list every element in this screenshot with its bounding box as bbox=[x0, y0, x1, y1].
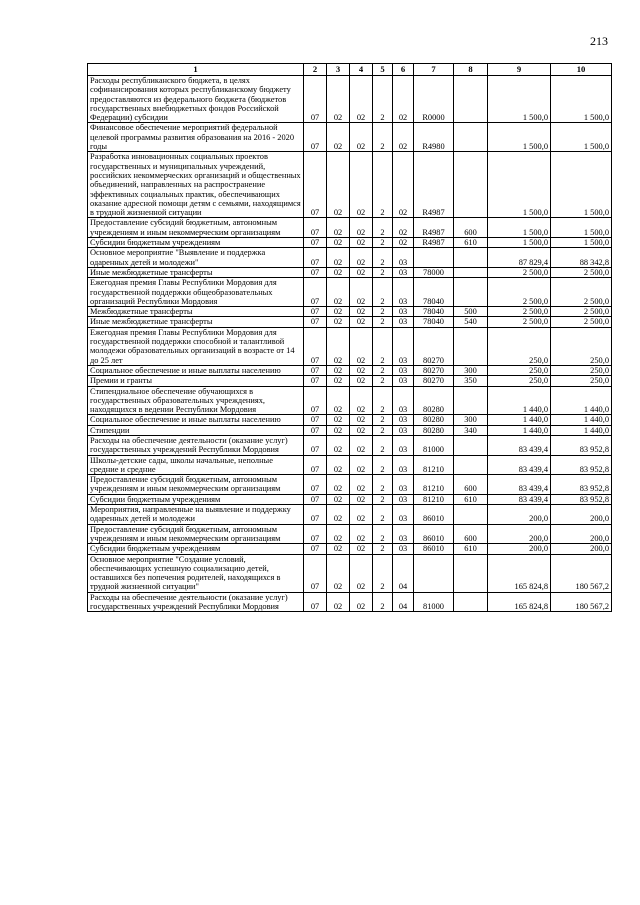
table-row bbox=[88, 524, 612, 544]
table-row bbox=[88, 238, 612, 248]
row-name-cell: Субсидии бюджетным учреждениям bbox=[88, 238, 304, 248]
table-row bbox=[88, 455, 612, 475]
subsection-code-cell: 02 bbox=[327, 365, 350, 375]
expense-code-cell bbox=[414, 248, 454, 268]
amount-year2-cell: 1 500,0 bbox=[551, 123, 612, 152]
subsection-code-cell: 02 bbox=[327, 386, 350, 415]
subsection-code-cell: 02 bbox=[327, 123, 350, 152]
amount-year1-cell: 1 500,0 bbox=[488, 218, 551, 238]
expense-code-cell: 81210 bbox=[414, 494, 454, 504]
amount-year2-cell: 250,0 bbox=[551, 376, 612, 386]
row-name-cell: Основное мероприятие "Выявление и поддержка одаренных детей и молодежи" bbox=[88, 248, 304, 268]
section-code-cell: 07 bbox=[304, 123, 327, 152]
expense-type-cell: 600 bbox=[454, 475, 488, 495]
section-code-cell: 07 bbox=[304, 365, 327, 375]
table-row bbox=[88, 494, 612, 504]
event-code-cell: 03 bbox=[393, 524, 414, 544]
event-code-cell: 02 bbox=[393, 123, 414, 152]
program-code-cell: 02 bbox=[350, 278, 373, 307]
expense-code-cell: 80270 bbox=[414, 365, 454, 375]
expense-code-cell: 80270 bbox=[414, 327, 454, 365]
amount-year2-cell: 180 567,2 bbox=[551, 592, 612, 612]
expense-type-cell: 340 bbox=[454, 425, 488, 435]
subsection-code-cell: 02 bbox=[327, 505, 350, 525]
expense-type-cell bbox=[454, 435, 488, 455]
subprogram-code-cell: 2 bbox=[373, 267, 393, 277]
subprogram-code-cell: 2 bbox=[373, 376, 393, 386]
program-code-cell: 02 bbox=[350, 123, 373, 152]
subsection-code-cell: 02 bbox=[327, 592, 350, 612]
subprogram-code-cell: 2 bbox=[373, 248, 393, 268]
section-code-cell: 07 bbox=[304, 267, 327, 277]
expense-code-cell: R4987 bbox=[414, 218, 454, 238]
subprogram-code-cell: 2 bbox=[373, 76, 393, 123]
event-code-cell: 03 bbox=[393, 376, 414, 386]
program-code-cell: 02 bbox=[350, 494, 373, 504]
amount-year2-cell: 1 500,0 bbox=[551, 218, 612, 238]
amount-year2-cell: 1 440,0 bbox=[551, 425, 612, 435]
table-row bbox=[88, 544, 612, 554]
column-header: 1 bbox=[88, 64, 304, 76]
expense-type-cell bbox=[454, 554, 488, 592]
program-code-cell: 02 bbox=[350, 238, 373, 248]
event-code-cell: 03 bbox=[393, 455, 414, 475]
subsection-code-cell: 02 bbox=[327, 238, 350, 248]
expense-type-cell bbox=[454, 152, 488, 218]
subsection-code-cell: 02 bbox=[327, 415, 350, 425]
expense-code-cell: 78040 bbox=[414, 307, 454, 317]
subprogram-code-cell: 2 bbox=[373, 435, 393, 455]
event-code-cell: 03 bbox=[393, 435, 414, 455]
section-code-cell: 07 bbox=[304, 376, 327, 386]
event-code-cell: 04 bbox=[393, 592, 414, 612]
event-code-cell: 03 bbox=[393, 494, 414, 504]
amount-year2-cell: 250,0 bbox=[551, 365, 612, 375]
program-code-cell: 02 bbox=[350, 218, 373, 238]
expense-type-cell bbox=[454, 592, 488, 612]
amount-year1-cell: 250,0 bbox=[488, 327, 551, 365]
expense-code-cell: 80280 bbox=[414, 386, 454, 415]
amount-year2-cell: 180 567,2 bbox=[551, 554, 612, 592]
amount-year2-cell: 83 952,8 bbox=[551, 475, 612, 495]
program-code-cell: 02 bbox=[350, 307, 373, 317]
subprogram-code-cell: 2 bbox=[373, 365, 393, 375]
section-code-cell: 07 bbox=[304, 544, 327, 554]
amount-year1-cell: 1 500,0 bbox=[488, 152, 551, 218]
expense-code-cell: R4987 bbox=[414, 152, 454, 218]
amount-year2-cell: 2 500,0 bbox=[551, 307, 612, 317]
expense-type-cell: 300 bbox=[454, 415, 488, 425]
amount-year1-cell: 83 439,4 bbox=[488, 435, 551, 455]
section-code-cell: 07 bbox=[304, 592, 327, 612]
row-name-cell: Разработка инновационных социальных проектов государственных и муниципальных учреждений, российских некоммерческих организаций и общественных объединений, направленных на распространение эффективных социальных практик, обеспечивающих оказание адресной помощи детям с семьями, находящимся в трудной жизненной ситуации bbox=[88, 152, 304, 218]
table-row bbox=[88, 123, 612, 152]
row-name-cell: Субсидии бюджетным учреждениям bbox=[88, 544, 304, 554]
expense-code-cell: 81000 bbox=[414, 435, 454, 455]
section-code-cell: 07 bbox=[304, 248, 327, 268]
table-row bbox=[88, 505, 612, 525]
amount-year2-cell: 1 440,0 bbox=[551, 386, 612, 415]
amount-year1-cell: 2 500,0 bbox=[488, 307, 551, 317]
amount-year2-cell: 2 500,0 bbox=[551, 317, 612, 327]
row-name-cell: Основное мероприятие "Создание условий, обеспечивающих успешную социализацию детей, оставшихся без попечения родителей, находящихся в трудной жизненной ситуации" bbox=[88, 554, 304, 592]
event-code-cell: 03 bbox=[393, 267, 414, 277]
amount-year1-cell: 1 500,0 bbox=[488, 123, 551, 152]
section-code-cell: 07 bbox=[304, 307, 327, 317]
amount-year1-cell: 200,0 bbox=[488, 544, 551, 554]
row-name-cell: Субсидии бюджетным учреждениям bbox=[88, 494, 304, 504]
expense-type-cell: 300 bbox=[454, 365, 488, 375]
program-code-cell: 02 bbox=[350, 435, 373, 455]
expense-code-cell: 81000 bbox=[414, 592, 454, 612]
row-name-cell: Предоставление субсидий бюджетным, автономным учреждениям и иным некоммерческим организациям bbox=[88, 524, 304, 544]
row-name-cell: Социальное обеспечение и иные выплаты населению bbox=[88, 365, 304, 375]
table-row bbox=[88, 267, 612, 277]
subprogram-code-cell: 2 bbox=[373, 317, 393, 327]
column-header: 2 bbox=[304, 64, 327, 76]
subprogram-code-cell: 2 bbox=[373, 455, 393, 475]
section-code-cell: 07 bbox=[304, 76, 327, 123]
row-name-cell: Школы-детские сады, школы начальные, неполные средние и средние bbox=[88, 455, 304, 475]
column-header: 9 bbox=[488, 64, 551, 76]
amount-year1-cell: 1 440,0 bbox=[488, 415, 551, 425]
amount-year1-cell: 1 440,0 bbox=[488, 425, 551, 435]
subprogram-code-cell: 2 bbox=[373, 307, 393, 317]
table-row bbox=[88, 365, 612, 375]
expense-code-cell: 86010 bbox=[414, 524, 454, 544]
event-code-cell: 03 bbox=[393, 365, 414, 375]
expense-type-cell bbox=[454, 455, 488, 475]
subprogram-code-cell: 2 bbox=[373, 494, 393, 504]
event-code-cell: 04 bbox=[393, 554, 414, 592]
subprogram-code-cell: 2 bbox=[373, 544, 393, 554]
subprogram-code-cell: 2 bbox=[373, 415, 393, 425]
table-row bbox=[88, 278, 612, 307]
amount-year2-cell: 1 440,0 bbox=[551, 415, 612, 425]
column-header: 8 bbox=[454, 64, 488, 76]
table-row bbox=[88, 307, 612, 317]
amount-year1-cell: 250,0 bbox=[488, 376, 551, 386]
row-name-cell: Финансовое обеспечение мероприятий федеральной целевой программы развития образования на 2016 - 2020 годы bbox=[88, 123, 304, 152]
event-code-cell: 03 bbox=[393, 278, 414, 307]
row-name-cell: Расходы республиканского бюджета, в целях софинансирования которых республиканскому бюджету предоставляются из федерального бюджета (бюджетов государственных внебюджетных фондов Российской Федерации) субсидии bbox=[88, 76, 304, 123]
row-name-cell: Иные межбюджетные трансферты bbox=[88, 317, 304, 327]
program-code-cell: 02 bbox=[350, 317, 373, 327]
expense-code-cell: 86010 bbox=[414, 544, 454, 554]
table-row bbox=[88, 317, 612, 327]
section-code-cell: 07 bbox=[304, 238, 327, 248]
subsection-code-cell: 02 bbox=[327, 327, 350, 365]
expense-type-cell bbox=[454, 327, 488, 365]
program-code-cell: 02 bbox=[350, 267, 373, 277]
program-code-cell: 02 bbox=[350, 524, 373, 544]
expense-code-cell: R0000 bbox=[414, 76, 454, 123]
table-row bbox=[88, 327, 612, 365]
program-code-cell: 02 bbox=[350, 415, 373, 425]
program-code-cell: 02 bbox=[350, 152, 373, 218]
subsection-code-cell: 02 bbox=[327, 494, 350, 504]
amount-year2-cell: 88 342,8 bbox=[551, 248, 612, 268]
table-body bbox=[88, 76, 612, 612]
amount-year1-cell: 200,0 bbox=[488, 524, 551, 544]
row-name-cell: Стипендиальное обеспечение обучающихся в государственных образовательных учреждениях, находящихся в ведении Республики Мордовия bbox=[88, 386, 304, 415]
section-code-cell: 07 bbox=[304, 524, 327, 544]
section-code-cell: 07 bbox=[304, 554, 327, 592]
expense-type-cell: 610 bbox=[454, 494, 488, 504]
event-code-cell: 03 bbox=[393, 317, 414, 327]
table-row bbox=[88, 435, 612, 455]
section-code-cell: 07 bbox=[304, 317, 327, 327]
table-row bbox=[88, 425, 612, 435]
table-row bbox=[88, 248, 612, 268]
subsection-code-cell: 02 bbox=[327, 544, 350, 554]
subprogram-code-cell: 2 bbox=[373, 475, 393, 495]
subprogram-code-cell: 2 bbox=[373, 425, 393, 435]
program-code-cell: 02 bbox=[350, 365, 373, 375]
expense-type-cell: 610 bbox=[454, 238, 488, 248]
expense-code-cell: R4987 bbox=[414, 238, 454, 248]
amount-year1-cell: 1 500,0 bbox=[488, 76, 551, 123]
amount-year2-cell: 200,0 bbox=[551, 544, 612, 554]
amount-year2-cell: 83 952,8 bbox=[551, 494, 612, 504]
program-code-cell: 02 bbox=[350, 544, 373, 554]
section-code-cell: 07 bbox=[304, 152, 327, 218]
amount-year2-cell: 2 500,0 bbox=[551, 267, 612, 277]
table-header-row bbox=[88, 64, 612, 76]
subsection-code-cell: 02 bbox=[327, 554, 350, 592]
amount-year1-cell: 83 439,4 bbox=[488, 494, 551, 504]
subprogram-code-cell: 2 bbox=[373, 524, 393, 544]
column-header: 3 bbox=[327, 64, 350, 76]
page-number: 213 bbox=[590, 34, 608, 48]
subsection-code-cell: 02 bbox=[327, 376, 350, 386]
table-row bbox=[88, 218, 612, 238]
amount-year2-cell: 83 952,8 bbox=[551, 435, 612, 455]
row-name-cell: Стипендии bbox=[88, 425, 304, 435]
program-code-cell: 02 bbox=[350, 455, 373, 475]
expense-type-cell bbox=[454, 267, 488, 277]
subsection-code-cell: 02 bbox=[327, 218, 350, 238]
table-row bbox=[88, 376, 612, 386]
subsection-code-cell: 02 bbox=[327, 435, 350, 455]
section-code-cell: 07 bbox=[304, 455, 327, 475]
subsection-code-cell: 02 bbox=[327, 248, 350, 268]
expense-type-cell: 350 bbox=[454, 376, 488, 386]
expense-type-cell: 540 bbox=[454, 317, 488, 327]
subsection-code-cell: 02 bbox=[327, 267, 350, 277]
subprogram-code-cell: 2 bbox=[373, 554, 393, 592]
section-code-cell: 07 bbox=[304, 415, 327, 425]
table-row bbox=[88, 415, 612, 425]
row-name-cell: Социальное обеспечение и иные выплаты населению bbox=[88, 415, 304, 425]
subprogram-code-cell: 2 bbox=[373, 278, 393, 307]
amount-year2-cell: 2 500,0 bbox=[551, 278, 612, 307]
program-code-cell: 02 bbox=[350, 386, 373, 415]
section-code-cell: 07 bbox=[304, 425, 327, 435]
subprogram-code-cell: 2 bbox=[373, 327, 393, 365]
program-code-cell: 02 bbox=[350, 76, 373, 123]
table-row bbox=[88, 76, 612, 123]
event-code-cell: 02 bbox=[393, 76, 414, 123]
column-header: 4 bbox=[350, 64, 373, 76]
expense-type-cell bbox=[454, 248, 488, 268]
expense-code-cell: 81210 bbox=[414, 475, 454, 495]
subprogram-code-cell: 2 bbox=[373, 386, 393, 415]
subprogram-code-cell: 2 bbox=[373, 152, 393, 218]
amount-year2-cell: 83 952,8 bbox=[551, 455, 612, 475]
amount-year1-cell: 165 824,8 bbox=[488, 554, 551, 592]
column-header: 10 bbox=[551, 64, 612, 76]
subprogram-code-cell: 2 bbox=[373, 505, 393, 525]
subsection-code-cell: 02 bbox=[327, 317, 350, 327]
event-code-cell: 03 bbox=[393, 544, 414, 554]
amount-year2-cell: 250,0 bbox=[551, 327, 612, 365]
amount-year1-cell: 2 500,0 bbox=[488, 317, 551, 327]
amount-year1-cell: 2 500,0 bbox=[488, 278, 551, 307]
expense-type-cell: 600 bbox=[454, 218, 488, 238]
amount-year1-cell: 1 500,0 bbox=[488, 238, 551, 248]
program-code-cell: 02 bbox=[350, 554, 373, 592]
section-code-cell: 07 bbox=[304, 278, 327, 307]
row-name-cell: Расходы на обеспечение деятельности (оказание услуг) государственных учреждений Республики Мордовия bbox=[88, 435, 304, 455]
subprogram-code-cell: 2 bbox=[373, 592, 393, 612]
expense-code-cell: 78040 bbox=[414, 278, 454, 307]
subsection-code-cell: 02 bbox=[327, 455, 350, 475]
program-code-cell: 02 bbox=[350, 505, 373, 525]
expense-code-cell: 86010 bbox=[414, 505, 454, 525]
amount-year1-cell: 2 500,0 bbox=[488, 267, 551, 277]
program-code-cell: 02 bbox=[350, 327, 373, 365]
amount-year2-cell: 1 500,0 bbox=[551, 152, 612, 218]
program-code-cell: 02 bbox=[350, 425, 373, 435]
subsection-code-cell: 02 bbox=[327, 475, 350, 495]
subsection-code-cell: 02 bbox=[327, 278, 350, 307]
expense-type-cell: 600 bbox=[454, 524, 488, 544]
event-code-cell: 03 bbox=[393, 505, 414, 525]
column-header: 7 bbox=[414, 64, 454, 76]
subprogram-code-cell: 2 bbox=[373, 123, 393, 152]
subsection-code-cell: 02 bbox=[327, 152, 350, 218]
row-name-cell: Расходы на обеспечение деятельности (оказание услуг) государственных учреждений Республики Мордовия bbox=[88, 592, 304, 612]
subsection-code-cell: 02 bbox=[327, 425, 350, 435]
expense-code-cell: 80280 bbox=[414, 415, 454, 425]
amount-year1-cell: 83 439,4 bbox=[488, 475, 551, 495]
amount-year2-cell: 1 500,0 bbox=[551, 238, 612, 248]
expense-code-cell: 80270 bbox=[414, 376, 454, 386]
event-code-cell: 03 bbox=[393, 425, 414, 435]
event-code-cell: 03 bbox=[393, 248, 414, 268]
column-header: 6 bbox=[393, 64, 414, 76]
expense-code-cell: R4980 bbox=[414, 123, 454, 152]
event-code-cell: 03 bbox=[393, 307, 414, 317]
event-code-cell: 02 bbox=[393, 152, 414, 218]
section-code-cell: 07 bbox=[304, 386, 327, 415]
program-code-cell: 02 bbox=[350, 376, 373, 386]
expense-type-cell bbox=[454, 278, 488, 307]
event-code-cell: 02 bbox=[393, 218, 414, 238]
program-code-cell: 02 bbox=[350, 475, 373, 495]
amount-year1-cell: 165 824,8 bbox=[488, 592, 551, 612]
event-code-cell: 03 bbox=[393, 386, 414, 415]
budget-table bbox=[87, 63, 612, 612]
row-name-cell: Иные межбюджетные трансферты bbox=[88, 267, 304, 277]
row-name-cell: Ежегодная премия Главы Республики Мордовия для государственной поддержки общеобразовательных организаций Республики Мордовия bbox=[88, 278, 304, 307]
subsection-code-cell: 02 bbox=[327, 307, 350, 317]
event-code-cell: 03 bbox=[393, 327, 414, 365]
program-code-cell: 02 bbox=[350, 248, 373, 268]
expense-code-cell: 78040 bbox=[414, 317, 454, 327]
section-code-cell: 07 bbox=[304, 475, 327, 495]
row-name-cell: Предоставление субсидий бюджетным, автономным учреждениям и иным некоммерческим организациям bbox=[88, 475, 304, 495]
amount-year2-cell: 1 500,0 bbox=[551, 76, 612, 123]
section-code-cell: 07 bbox=[304, 494, 327, 504]
amount-year2-cell: 200,0 bbox=[551, 505, 612, 525]
expense-type-cell bbox=[454, 505, 488, 525]
table-row bbox=[88, 592, 612, 612]
table-row bbox=[88, 475, 612, 495]
event-code-cell: 03 bbox=[393, 475, 414, 495]
expense-type-cell bbox=[454, 123, 488, 152]
expense-type-cell bbox=[454, 386, 488, 415]
amount-year1-cell: 83 439,4 bbox=[488, 455, 551, 475]
subsection-code-cell: 02 bbox=[327, 524, 350, 544]
section-code-cell: 07 bbox=[304, 435, 327, 455]
table-row bbox=[88, 554, 612, 592]
row-name-cell: Предоставление субсидий бюджетным, автономным учреждениям и иным некоммерческим организациям bbox=[88, 218, 304, 238]
program-code-cell: 02 bbox=[350, 592, 373, 612]
row-name-cell: Межбюджетные трансферты bbox=[88, 307, 304, 317]
row-name-cell: Ежегодная премия Главы Республики Мордовия для государственной поддержки способной и талантливой молодежи образовательных организаций в возрасте от 14 до 25 лет bbox=[88, 327, 304, 365]
subprogram-code-cell: 2 bbox=[373, 218, 393, 238]
expense-type-cell: 500 bbox=[454, 307, 488, 317]
column-header: 5 bbox=[373, 64, 393, 76]
section-code-cell: 07 bbox=[304, 327, 327, 365]
row-name-cell: Премии и гранты bbox=[88, 376, 304, 386]
section-code-cell: 07 bbox=[304, 218, 327, 238]
expense-type-cell bbox=[454, 76, 488, 123]
amount-year1-cell: 87 829,4 bbox=[488, 248, 551, 268]
row-name-cell: Мероприятия, направленные на выявление и поддержку одаренных детей и молодежи bbox=[88, 505, 304, 525]
section-code-cell: 07 bbox=[304, 505, 327, 525]
table-row bbox=[88, 386, 612, 415]
expense-code-cell: 81210 bbox=[414, 455, 454, 475]
amount-year1-cell: 1 440,0 bbox=[488, 386, 551, 415]
expense-code-cell: 80280 bbox=[414, 425, 454, 435]
expense-type-cell: 610 bbox=[454, 544, 488, 554]
expense-code-cell: 78000 bbox=[414, 267, 454, 277]
amount-year1-cell: 250,0 bbox=[488, 365, 551, 375]
event-code-cell: 02 bbox=[393, 238, 414, 248]
amount-year2-cell: 200,0 bbox=[551, 524, 612, 544]
event-code-cell: 03 bbox=[393, 415, 414, 425]
subprogram-code-cell: 2 bbox=[373, 238, 393, 248]
table-row bbox=[88, 152, 612, 218]
amount-year1-cell: 200,0 bbox=[488, 505, 551, 525]
expense-code-cell bbox=[414, 554, 454, 592]
subsection-code-cell: 02 bbox=[327, 76, 350, 123]
